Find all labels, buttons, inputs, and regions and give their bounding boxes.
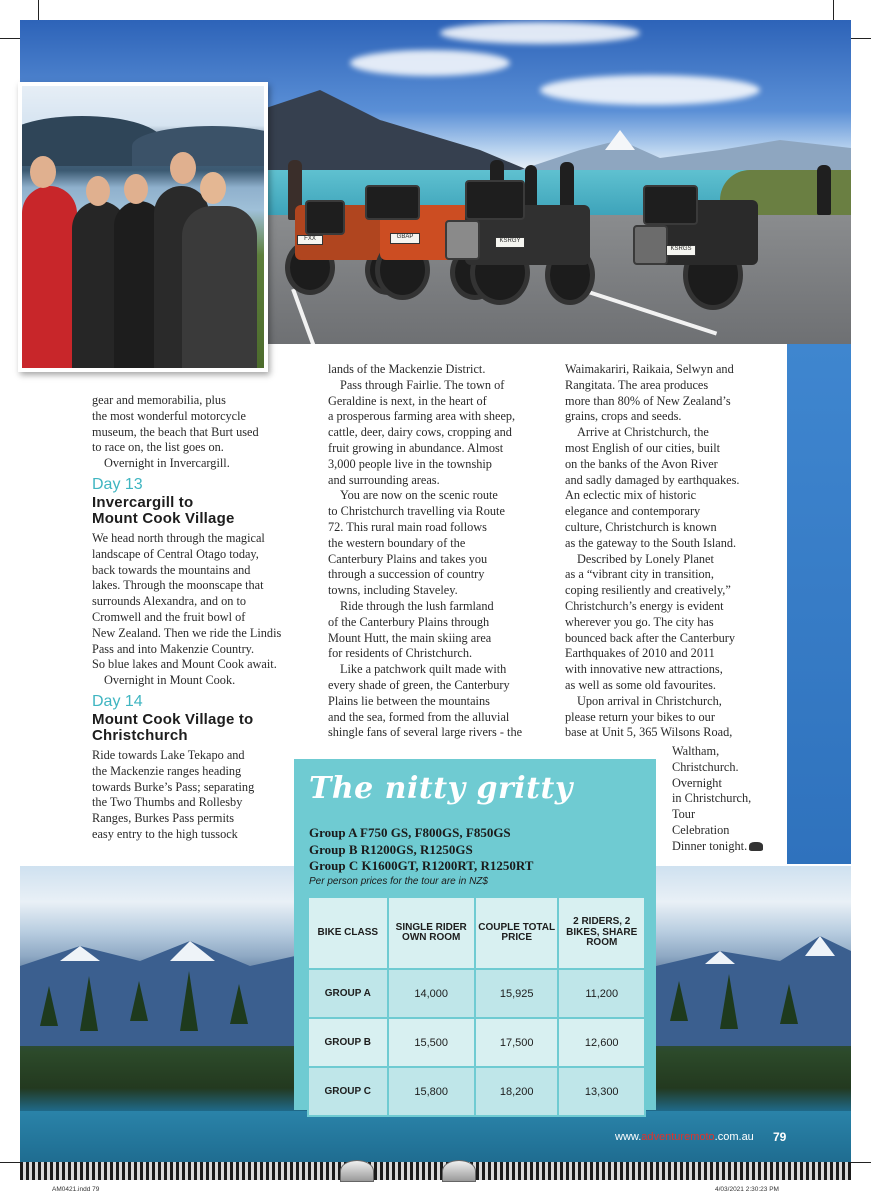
column-header: COUPLE TOTAL PRICE [475, 897, 559, 969]
price-cell: 15,500 [388, 1018, 475, 1067]
body-line: So blue lakes and Mount Cook await. [92, 657, 277, 672]
body-line: Christchurch’s energy is evident [565, 598, 724, 613]
film-strip-border [20, 1162, 851, 1180]
body-line: in Christchurch, [672, 791, 752, 806]
person [817, 165, 831, 215]
column-3 [565, 362, 787, 741]
hill [132, 126, 268, 166]
body-line: cattle, deer, dairy cows, cropping and [328, 425, 512, 440]
column-header: SINGLE RIDER OWN ROOM [388, 897, 475, 969]
tree [40, 986, 58, 1026]
group-riders-photo [18, 82, 268, 372]
body-line: Waimakariri, Raikaia, Selwyn and [565, 362, 734, 376]
rider-head [30, 156, 56, 188]
motorcycle [628, 170, 778, 315]
licence-plate: FXX [297, 235, 323, 245]
body-line: Mount Hutt, the main skiing area [328, 630, 492, 645]
film-knob [340, 1160, 374, 1182]
body-line: through a succession of country [328, 567, 485, 582]
crop-mark [38, 0, 39, 22]
url-domain: adventuremoto [641, 1131, 715, 1143]
body-line: to race on, the list goes on. [92, 440, 224, 455]
body-line: the Mackenzie ranges heading [92, 763, 242, 778]
column-header: BIKE CLASS [308, 897, 388, 969]
body-line: Pass through Fairlie. The town of [340, 377, 505, 392]
price-cell: 12,600 [558, 1018, 645, 1067]
price-cell: 13,300 [558, 1067, 645, 1116]
body-line: Ranges, Burkes Pass permits [92, 811, 235, 826]
body-line: Cromwell and the fruit bowl of [92, 609, 246, 624]
body-line: 3,000 people live in the township [328, 456, 492, 471]
body-line: wherever you go. The city has [565, 614, 714, 629]
body-line: for residents of Christchurch. [328, 646, 473, 661]
body-line: and sadly damaged by earthquakes. [565, 472, 740, 487]
body-line: with innovative new attractions, [565, 662, 723, 677]
body-line: New Zealand. Then we ride the Lindis [92, 625, 282, 640]
price-cell: 17,500 [475, 1018, 559, 1067]
body-line: landscape of Central Otago today, [92, 546, 259, 561]
body-line: Like a patchwork quilt made with [340, 662, 507, 677]
group-line: Group A F750 GS, F800GS, F850GS [309, 825, 511, 840]
body-line: grains, crops and seeds. [565, 409, 682, 424]
column-header: 2 RIDERS, 2 BIKES, SHARE ROOM [558, 897, 645, 969]
body-line: more than 80% of New Zealand’s [565, 393, 731, 408]
motorcycle [445, 175, 600, 310]
rider-head [200, 172, 226, 204]
url-prefix: www. [615, 1131, 642, 1143]
film-knob [442, 1160, 476, 1182]
body-line: Pass and into Makenzie Country. [92, 641, 255, 656]
tree [180, 971, 198, 1031]
body-line: Plains lie between the mountains [328, 693, 490, 708]
body-line: bounced back after the Canterbury [565, 630, 736, 645]
body-line: to Christchurch travelling via Route [328, 504, 505, 519]
group-cell: GROUP B [308, 1018, 388, 1067]
licence-plate: GBAP [390, 233, 420, 244]
tree [230, 984, 248, 1024]
price-cell: 14,000 [388, 969, 475, 1018]
body-line: Overnight [672, 775, 722, 790]
body-line: Rangitata. The area produces [565, 377, 709, 392]
bike-groups [309, 825, 533, 875]
day-14-heading [92, 712, 292, 744]
nitty-gritty-panel [294, 759, 656, 1110]
body-line: We head north through the magical [92, 530, 265, 545]
price-cell: 15,925 [475, 969, 559, 1018]
body-line: Upon arrival in Christchurch, [577, 693, 722, 708]
body-line: the most wonderful motorcycle [92, 408, 247, 423]
decorative-sky-strip [787, 344, 851, 864]
body-line: lakes. Through the moonscape that [92, 578, 264, 593]
heading-line: Mount Cook Village [92, 509, 235, 527]
price-note: Per person prices for the tour are in NZ$ [309, 876, 488, 887]
licence-plate: KSRGY [495, 237, 525, 248]
body-line: base at Unit 5, 365 Wilsons Road, [565, 725, 733, 740]
body-line: the Two Thumbs and Rollesby [92, 795, 243, 810]
tree [670, 981, 688, 1021]
body-line: Celebration [672, 822, 730, 837]
table-header-row [308, 897, 645, 969]
heading-line: Invercargill to [92, 493, 194, 511]
crop-mark [0, 38, 20, 39]
nitty-gritty-title: The nitty gritty [309, 771, 573, 806]
body-line: Earthquakes of 2010 and 2011 [565, 646, 715, 661]
crop-mark [851, 1162, 871, 1163]
website-url[interactable] [615, 1131, 754, 1143]
heading-line: Christchurch [92, 726, 188, 744]
body-line: Overnight in Mount Cook. [104, 673, 236, 688]
body-line: as a “vibrant city in transition, [565, 567, 714, 582]
rider-head [124, 174, 148, 204]
body-line: Christchurch. [672, 759, 739, 774]
body-line: An eclectic mix of historic [565, 488, 697, 503]
body-line: Dinner tonight. [672, 839, 784, 855]
body-line: Described by Lonely Planet [577, 551, 714, 566]
body-line: Overnight in Invercargill. [104, 456, 230, 471]
group-line: Group C K1600GT, R1200RT, R1250RT [309, 858, 534, 873]
body-line: Geraldine is next, in the heart of [328, 393, 487, 408]
print-slug-date: 4/03/2021 2:30:23 PM [715, 1186, 779, 1193]
body-line: surrounds Alexandra, and on to [92, 594, 247, 609]
tree [80, 976, 98, 1031]
body-line: the western boundary of the [328, 535, 466, 550]
body-line: and the sea, formed from the alluvial [328, 709, 510, 724]
body-line: back towards the mountains and [92, 562, 251, 577]
body-line: elegance and contemporary [565, 504, 701, 519]
price-cell: 18,200 [475, 1067, 559, 1116]
rider-head [170, 152, 196, 184]
price-cell: 11,200 [558, 969, 645, 1018]
body-line: of the Canterbury Plains through [328, 614, 490, 629]
body-line: gear and memorabilia, plus [92, 393, 226, 407]
column-3-tail [672, 744, 784, 855]
body-line: Ride towards Lake Tekapo and [92, 747, 245, 762]
group-cell: GROUP A [308, 969, 388, 1018]
body-line: every shade of green, the Canterbury [328, 677, 510, 692]
body-line: as well as some old favourites. [565, 677, 716, 692]
body-line: Arrive at Christchurch, the [577, 425, 709, 440]
body-line: most English of our cities, built [565, 440, 721, 455]
table-row [308, 1018, 645, 1067]
day-14-label: Day 14 [92, 692, 143, 710]
table-row [308, 1067, 645, 1116]
body-line: towards Burke’s Pass; separating [92, 779, 255, 794]
crop-mark [0, 1162, 20, 1163]
body-line: Ride through the lush farmland [340, 598, 494, 613]
motorcycle-end-icon [749, 842, 763, 851]
day-13-heading [92, 495, 292, 527]
body-line: Tour [672, 807, 696, 822]
rider [22, 186, 77, 372]
body-line: on the banks of the Avon River [565, 456, 718, 471]
body-line: fruit growing in abundance. Almost [328, 440, 504, 455]
body-line: 72. This rural main road follows [328, 519, 487, 534]
tree [780, 984, 798, 1024]
body-line: Waltham, [672, 744, 720, 758]
group-cell: GROUP C [308, 1067, 388, 1116]
body-line: museum, the beach that Burt used [92, 424, 259, 439]
group-line: Group B R1200GS, R1250GS [309, 841, 473, 857]
rider [182, 206, 257, 372]
body-line: lands of the Mackenzie District. [328, 362, 486, 376]
page-number: 79 [773, 1130, 787, 1144]
price-table [307, 896, 646, 1117]
heading-line: Mount Cook Village to [92, 710, 254, 728]
body-line: easy entry to the high tussock [92, 826, 238, 841]
column-1 [92, 393, 292, 843]
crop-mark [833, 0, 834, 22]
url-suffix: .com.au [714, 1131, 754, 1143]
licence-plate: KSRGS [666, 245, 696, 256]
cloud [350, 50, 510, 76]
body-line: as the gateway to the South Island. [565, 535, 737, 550]
body-line: Canterbury Plains and takes you [328, 551, 488, 566]
cloud [440, 22, 640, 44]
body-line: please return your bikes to our [565, 709, 715, 724]
body-line: coping resiliently and creatively,” [565, 583, 731, 598]
day-13-label: Day 13 [92, 475, 143, 493]
table-row [308, 969, 645, 1018]
print-slug-file: AM0421.indd 79 [52, 1186, 100, 1193]
tree [720, 974, 738, 1029]
tree [130, 981, 148, 1021]
body-line: a prosperous farming area with sheep, [328, 409, 516, 424]
column-2 [328, 362, 558, 741]
crop-mark [851, 38, 871, 39]
rider-head [86, 176, 110, 206]
body-line: towns, including Staveley. [328, 583, 458, 598]
price-cell: 15,800 [388, 1067, 475, 1116]
body-line: culture, Christchurch is known [565, 519, 717, 534]
body-line: shingle fans of several large rivers - the [328, 725, 523, 740]
body-line: You are now on the scenic route [340, 488, 498, 503]
body-line: and surrounding areas. [328, 472, 440, 487]
